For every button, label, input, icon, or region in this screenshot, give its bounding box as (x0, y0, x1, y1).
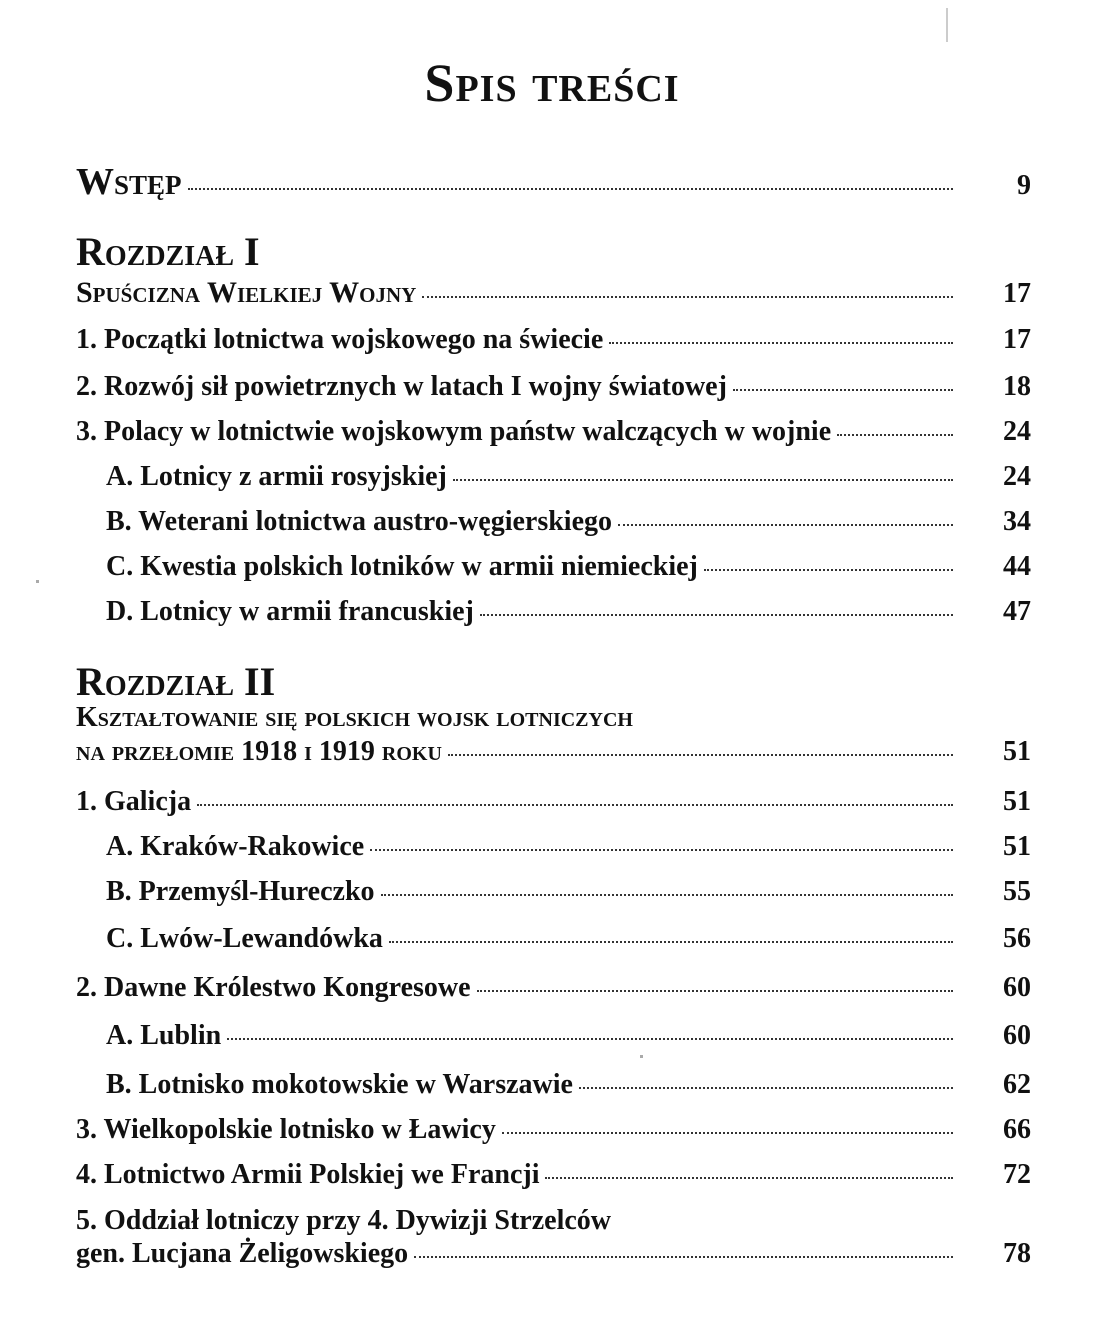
entry-page: 17 (1003, 278, 1031, 309)
dot-leader (389, 940, 953, 943)
toc-entry-chapter-title (76, 276, 1031, 310)
dot-leader (197, 803, 953, 806)
entry-page: 78 (1003, 1238, 1031, 1269)
entry-label: 2. Rozwój sił powietrznych w latach I wojny światowej (76, 371, 727, 402)
dot-leader (422, 295, 953, 298)
entry-page: 47 (1003, 596, 1031, 627)
entry-label: B. Przemyśl-Hureczko (106, 876, 375, 907)
toc-subentry (106, 461, 1031, 493)
entry-page: 51 (1003, 786, 1031, 817)
entry-label: 4. Lotnictwo Armii Polskiej we Francji (76, 1159, 540, 1190)
dot-leader (448, 753, 953, 756)
toc-subentry (106, 506, 1031, 538)
toc-subentry (106, 596, 1031, 628)
toc-entry (76, 324, 1031, 356)
toc-subentry (106, 1069, 1031, 1101)
toc-entry (76, 1114, 1031, 1146)
dot-leader (502, 1131, 953, 1134)
entry-label: D. Lotnicy w armii francuskiej (106, 596, 474, 627)
entry-label: B. Lotnisko mokotowskie w Warszawie (106, 1069, 573, 1100)
dot-leader (188, 187, 953, 190)
dot-leader (609, 341, 953, 344)
entry-label: A. Kraków-Rakowice (106, 831, 365, 862)
entry-page: 66 (1003, 1114, 1031, 1145)
entry-label: 2. Dawne Królestwo Kongresowe (76, 972, 471, 1003)
entry-label: Spuścizna Wielkiej Wojny (76, 276, 417, 309)
toc-entry (76, 416, 1031, 448)
dot-leader (414, 1255, 953, 1258)
entry-page: 55 (1003, 876, 1031, 907)
dot-leader (837, 433, 953, 436)
entry-label: Wstęp (76, 161, 182, 203)
toc-entry (76, 786, 1031, 818)
entry-page: 24 (1003, 461, 1031, 492)
dot-leader (579, 1086, 953, 1089)
entry-page: 51 (1003, 831, 1031, 862)
entry-page: 60 (1003, 1020, 1031, 1051)
entry-page: 24 (1003, 416, 1031, 447)
entry-label: na przełomie 1918 i 1919 roku (76, 736, 442, 767)
toc-entry (76, 371, 1031, 403)
entry-page: 17 (1003, 324, 1031, 355)
page-title: Spis treści (424, 53, 680, 113)
dot-leader (733, 388, 953, 391)
dot-leader (381, 893, 953, 896)
scan-speck (36, 580, 39, 583)
chapter-title-line: Kształtowanie się polskich wojsk lotniczych (76, 702, 633, 733)
entry-label: 3. Wielkopolskie lotnisko w Ławicy (76, 1114, 496, 1145)
dot-leader (370, 848, 953, 851)
toc-subentry (106, 1020, 1031, 1052)
toc-entry-chapter-title (76, 736, 1031, 768)
scan-mark (946, 8, 948, 42)
toc-entry-intro (76, 160, 1031, 204)
entry-label: A. Lublin (106, 1020, 222, 1051)
entry-page: 56 (1003, 923, 1031, 954)
entry-label: C. Lwów-Lewandówka (106, 923, 383, 954)
toc-subentry (106, 831, 1031, 863)
scan-speck (640, 1055, 643, 1058)
dot-leader (227, 1037, 953, 1040)
entry-page: 51 (1003, 736, 1031, 767)
dot-leader (704, 568, 953, 571)
toc-entry (76, 972, 1031, 1004)
entry-label: gen. Lucjana Żeligowskiego (76, 1238, 409, 1269)
toc-subentry (106, 876, 1031, 908)
entry-page: 44 (1003, 551, 1031, 582)
entry-label: 1. Galicja (76, 786, 192, 817)
entry-page: 18 (1003, 371, 1031, 402)
toc-subentry (106, 551, 1031, 583)
toc-entry (76, 1159, 1031, 1191)
chapter-number: Rozdział II (76, 659, 276, 704)
toc-subentry (106, 923, 1031, 955)
entry-label: A. Lotnicy z armii rosyjskiej (106, 461, 447, 492)
toc-entry-line: 5. Oddział lotniczy przy 4. Dywizji Strzelców (76, 1205, 612, 1236)
entry-page: 60 (1003, 972, 1031, 1003)
dot-leader (545, 1176, 953, 1179)
chapter-number: Rozdział I (76, 229, 260, 274)
entry-label: 1. Początki lotnictwa wojskowego na świecie (76, 324, 604, 355)
dot-leader (618, 523, 953, 526)
dot-leader (453, 478, 953, 481)
entry-page: 62 (1003, 1069, 1031, 1100)
entry-label: B. Weterani lotnictwa austro-węgierskiego (106, 506, 613, 537)
toc-entry (76, 1238, 1031, 1270)
dot-leader (480, 613, 953, 616)
entry-label: 3. Polacy w lotnictwie wojskowym państw walczących w wojnie (76, 416, 832, 447)
entry-page: 72 (1003, 1159, 1031, 1190)
entry-label: C. Kwestia polskich lotników w armii niemieckiej (106, 551, 698, 582)
entry-page: 34 (1003, 506, 1031, 537)
entry-page: 9 (1017, 170, 1031, 201)
dot-leader (477, 989, 953, 992)
